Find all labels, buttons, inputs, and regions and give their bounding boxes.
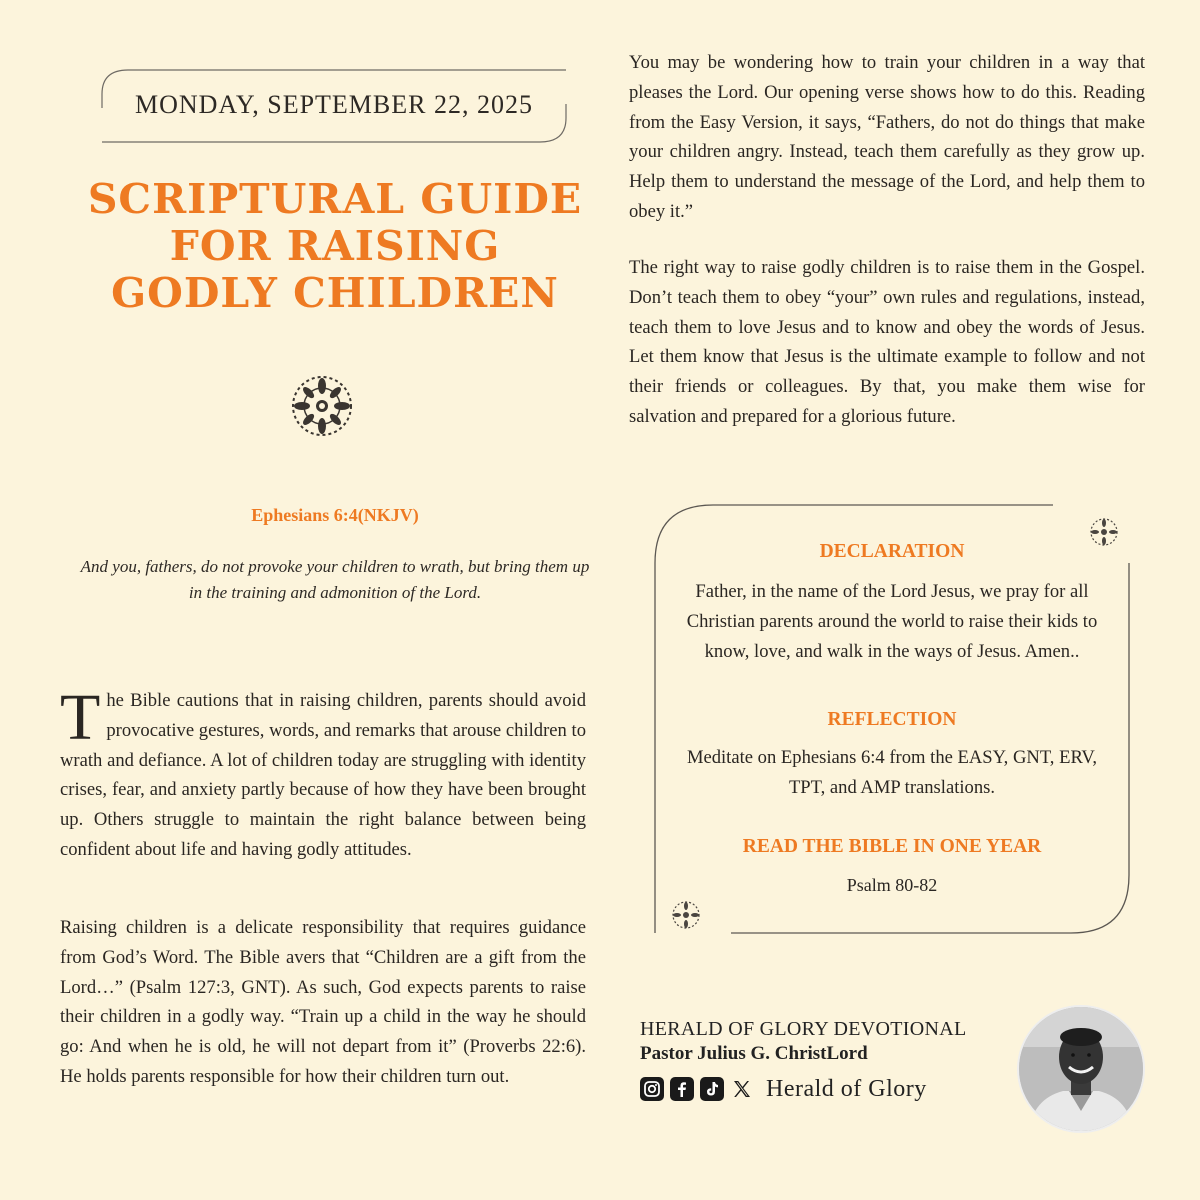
mandala-ornament-icon	[290, 374, 354, 438]
body-paragraph-1-text: he Bible cautions that in raising children, parents should avoid provocative gestures, words, and remarks that arouse children to wrath and defiance. A lot of children today are struggling with identity crises, fear, and anxiety partly because of how they have been brought up. Others struggle to maintain the right balance between being confident about life and having godly attitudes.	[60, 690, 586, 860]
date-label: MONDAY, SEPTEMBER 22, 2025	[134, 90, 533, 119]
social-handle: Herald of Glory	[766, 1075, 927, 1102]
x-icon[interactable]	[730, 1077, 754, 1101]
instagram-icon[interactable]	[640, 1077, 664, 1101]
body-paragraph-2: Raising children is a delicate responsibility that requires guidance from God’s Word. The Bible avers that “Children are a gift from the Lord…” (Psalm 127:3, GNT). As such, God expects parents to raise their children in a godly way. “Train up a child in the way he should go: And when he is old, he will not depart from it” (Proverbs 22:6). He holds parents responsible for how their children turn out.	[60, 917, 586, 1087]
social-row	[640, 1074, 927, 1104]
corner-ornament-icon	[671, 900, 701, 930]
reflection-heading: REFLECTION	[827, 709, 957, 730]
reading-text: Psalm 80-82	[846, 875, 938, 895]
facebook-icon[interactable]	[670, 1077, 694, 1101]
reflection-text: Meditate on Ephesians 6:4 from the EASY, GNT, ERV, TPT, and AMP translations.	[686, 747, 1098, 798]
title-line-2: FOR RAISING	[169, 222, 501, 270]
body-paragraph-3: You may be wondering how to train your children in a way that pleases the Lord. Our opening verse shows how to do this. Reading from the Easy Version, it says, “Fathers, do not do things that make your children angry. Instead, teach them carefully as they grow up. Help them to understand the message of the Lord, and help them to obey it.”	[629, 52, 1145, 222]
title-line-1: SCRIPTURAL GUIDE	[87, 175, 583, 223]
body-paragraph-4: The right way to raise godly children is to raise them in the Gospel. Don’t teach them to obey “your” own rules and regulations, instead, teach them to love Jesus and to know and obey the words of Jesus. Let them know that Jesus is the ultimate example to follow and not their friends or colleagues. By that, you make them wise for salvation and prepared for a glorious future.	[629, 257, 1145, 427]
declaration-heading: DECLARATION	[819, 541, 965, 562]
tiktok-icon[interactable]	[700, 1077, 724, 1101]
verse-text: And you, fathers, do not provoke your children to wrath, but bring them up in the training and admonition of the Lord.	[80, 557, 590, 602]
date-frame	[100, 68, 568, 144]
pastor-name: Pastor Julius G. ChristLord	[640, 1043, 868, 1064]
body-paragraph-1	[60, 681, 586, 865]
reading-heading: READ THE BIBLE IN ONE YEAR	[742, 836, 1042, 857]
title-line-3: GODLY CHILDREN	[111, 269, 559, 317]
verse-reference: Ephesians 6:4(NKJV)	[251, 505, 419, 525]
drop-cap: T	[60, 681, 101, 754]
page-title	[70, 176, 600, 317]
declaration-text: Father, in the name of the Lord Jesus, we pray for all Christian parents around the world to raise their kids to know, love, and walk in the ways of Jesus. Amen..	[686, 581, 1098, 662]
devotional-title: HERALD OF GLORY DEVOTIONAL	[640, 1018, 967, 1040]
avatar	[1017, 1005, 1145, 1133]
declaration-card	[653, 503, 1131, 935]
